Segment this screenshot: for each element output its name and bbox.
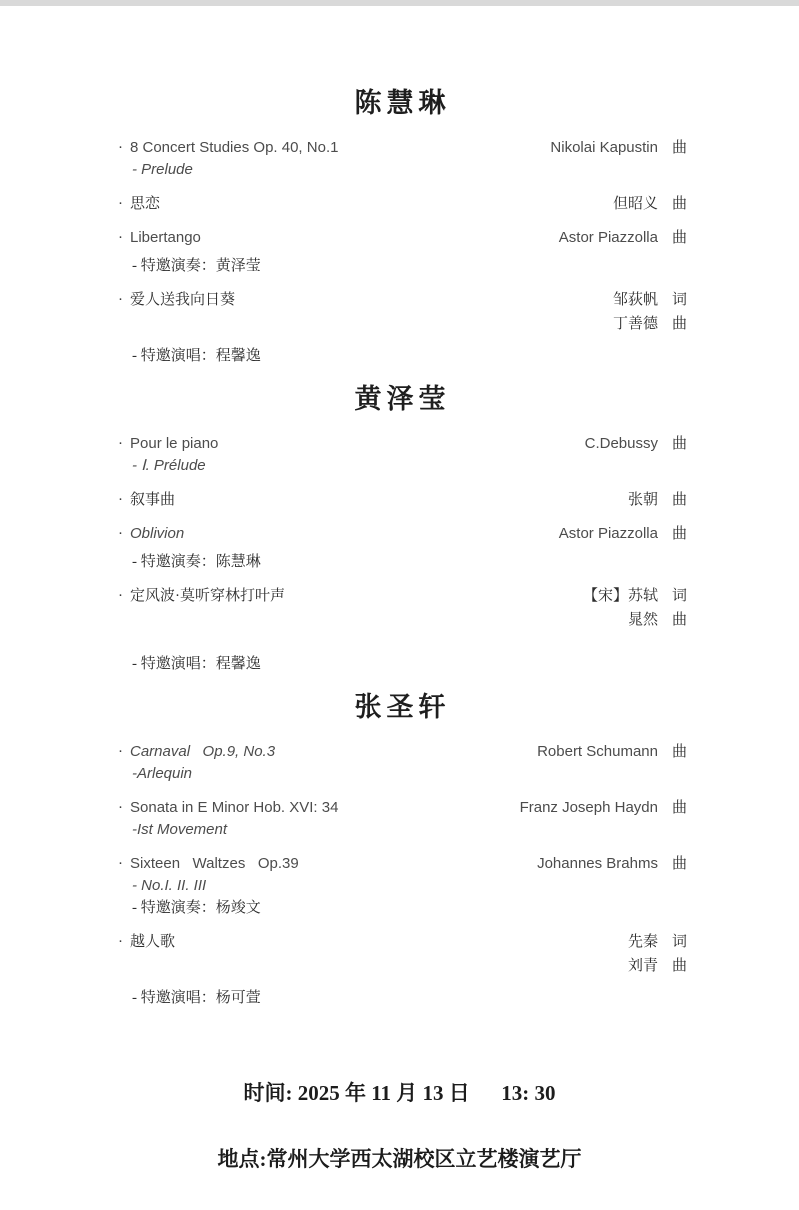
bullet-icon: · — [118, 292, 123, 308]
item-title: 叙事曲 — [130, 492, 176, 508]
program-item — [118, 586, 687, 674]
credit-line — [520, 798, 687, 818]
credit-role: 曲 — [671, 744, 687, 760]
guest-performer-line: - 特邀演奏：黄泽莹 — [132, 258, 261, 274]
bullet-icon: · — [118, 934, 123, 950]
item-title-row — [118, 854, 299, 874]
item-title: 越人歌 — [130, 934, 176, 950]
program-item — [118, 138, 687, 180]
item-subtitle: -Ist Movement — [132, 821, 228, 838]
credit-name: Astor Piazzolla — [558, 525, 658, 542]
item-credits — [559, 228, 687, 248]
item-credits — [583, 586, 687, 630]
credit-line — [628, 610, 687, 630]
item-credits — [628, 490, 687, 510]
credit-name: Franz Joseph Haydn — [519, 799, 658, 816]
item-credits — [550, 138, 687, 158]
item-credits — [613, 290, 687, 334]
bullet-icon: · — [118, 492, 123, 508]
credit-name: 晁然 — [627, 612, 658, 628]
item-head — [118, 854, 687, 874]
bullet-icon: · — [118, 526, 123, 542]
credit-role: 曲 — [671, 436, 687, 452]
item-credits — [537, 854, 687, 874]
credit-name: 但昭义 — [612, 196, 658, 212]
top-bar — [0, 0, 799, 6]
program-item — [118, 228, 687, 276]
program-item — [118, 932, 687, 1008]
item-head — [118, 490, 687, 510]
bullet-icon: · — [118, 856, 123, 872]
item-title-row — [118, 742, 275, 762]
item-title: 思恋 — [130, 196, 161, 212]
credit-name: 张朝 — [627, 492, 658, 508]
bullet-icon: · — [118, 230, 123, 246]
item-title: 8 Concert Studies Op. 40, No.1 — [130, 139, 339, 156]
event-venue: 地点:常州大学西太湖校区立艺楼演艺厅 — [217, 1147, 582, 1171]
credit-line — [628, 932, 687, 952]
credit-role: 曲 — [671, 612, 687, 628]
credit-line — [537, 854, 687, 874]
guest-performer-line: - 特邀演奏：杨竣文 — [132, 900, 261, 916]
item-head — [118, 228, 687, 248]
bullet-icon: · — [118, 800, 123, 816]
item-title-row — [118, 798, 338, 818]
item-title: Sixteen Waltzes Op.39 — [130, 855, 299, 872]
item-credits — [537, 742, 687, 762]
item-head — [118, 798, 687, 818]
item-head — [118, 290, 687, 334]
credit-line — [628, 490, 687, 510]
credit-line — [613, 290, 687, 310]
item-credits — [613, 194, 687, 214]
item-head — [118, 932, 687, 976]
credit-role: 曲 — [671, 856, 687, 872]
item-title: 爱人送我向日葵 — [130, 292, 236, 308]
guest-performer-line: - 特邀演唱：杨可萱 — [132, 990, 261, 1006]
item-title-row — [118, 138, 338, 158]
credit-name: 刘青 — [627, 958, 658, 974]
item-head — [118, 138, 687, 158]
credit-role: 曲 — [671, 492, 687, 508]
bullet-icon: · — [118, 140, 123, 156]
program-item — [118, 854, 687, 918]
credit-role: 曲 — [671, 958, 687, 974]
item-title-row — [118, 490, 175, 510]
program-item — [118, 742, 687, 784]
credit-line — [550, 138, 687, 158]
item-head — [118, 742, 687, 762]
credit-name: C.Debussy — [584, 435, 658, 452]
credit-line — [585, 434, 687, 454]
program-footer — [0, 1042, 799, 1210]
credit-role: 词 — [671, 588, 687, 604]
item-title: Carnaval Op.9, No.3 — [130, 743, 276, 760]
bullet-icon: · — [118, 436, 123, 452]
guest-performer-line: - 特邀演唱：程馨逸 — [132, 656, 261, 672]
program-item — [118, 194, 687, 214]
credit-role: 词 — [671, 934, 687, 950]
credit-name: Astor Piazzolla — [558, 229, 658, 246]
item-title: Sonata in E Minor Hob. XVI: 34 — [130, 799, 339, 816]
credit-name: Johannes Brahms — [537, 855, 658, 872]
credit-name: 丁善德 — [612, 316, 658, 332]
item-credits — [585, 434, 687, 454]
item-title-row — [118, 524, 184, 544]
credit-role: 曲 — [671, 316, 687, 332]
item-title-row — [118, 290, 235, 310]
credit-role: 词 — [671, 292, 687, 308]
item-head — [118, 434, 687, 454]
credit-name: 【宋】苏轼 — [582, 588, 658, 604]
item-subtitle: - Ⅰ. Prélude — [132, 457, 206, 474]
credit-name: Robert Schumann — [537, 743, 658, 760]
item-title-row — [118, 932, 175, 952]
program-content — [0, 84, 799, 1008]
program-item — [118, 490, 687, 510]
credit-line — [537, 742, 687, 762]
item-subtitle: - Prelude — [132, 161, 193, 178]
credit-line — [559, 524, 687, 544]
program-item — [118, 798, 687, 840]
credit-role: 曲 — [671, 140, 687, 156]
bullet-icon: · — [118, 196, 123, 212]
item-subtitle: -Arlequin — [132, 765, 193, 782]
credit-role: 曲 — [671, 800, 687, 816]
guest-performer-line: - 特邀演奏：陈慧琳 — [132, 554, 261, 570]
item-credits — [520, 798, 687, 818]
credit-name: Nikolai Kapustin — [550, 139, 658, 156]
bullet-icon: · — [118, 744, 123, 760]
performer-heading: 黄泽莹 — [354, 384, 451, 414]
credit-line — [583, 586, 687, 606]
item-title-row — [118, 434, 218, 454]
item-head — [118, 524, 687, 544]
item-subtitle: - No.I. II. III — [132, 877, 207, 894]
credit-name: 邹荻帆 — [612, 292, 658, 308]
program-item — [118, 524, 687, 572]
item-title: Pour le piano — [130, 435, 219, 452]
item-title: Oblivion — [130, 525, 185, 542]
item-head — [118, 194, 687, 214]
item-title-row — [118, 194, 160, 214]
credit-line — [613, 194, 687, 214]
item-credits — [628, 932, 687, 976]
item-title-row — [118, 228, 201, 248]
item-title-row — [118, 586, 285, 606]
bullet-icon: · — [118, 588, 123, 604]
performer-heading: 张圣轩 — [354, 692, 451, 722]
credit-line — [628, 956, 687, 976]
item-title: 定风波·莫听穿林打叶声 — [130, 588, 285, 604]
credit-line — [613, 314, 687, 334]
credit-name: 先秦 — [627, 934, 658, 950]
credit-line — [559, 228, 687, 248]
program-item — [118, 434, 687, 476]
credit-role: 曲 — [671, 230, 687, 246]
credit-role: 曲 — [671, 526, 687, 542]
guest-performer-line: - 特邀演唱：程馨逸 — [132, 348, 261, 364]
item-title: Libertango — [130, 229, 201, 246]
item-head — [118, 586, 687, 630]
performer-heading: 陈慧琳 — [354, 88, 451, 118]
item-credits — [559, 524, 687, 544]
program-item — [118, 290, 687, 366]
event-time: 时间: 2025 年 11 月 13 日 13: 30 — [243, 1081, 556, 1105]
credit-role: 曲 — [671, 196, 687, 212]
